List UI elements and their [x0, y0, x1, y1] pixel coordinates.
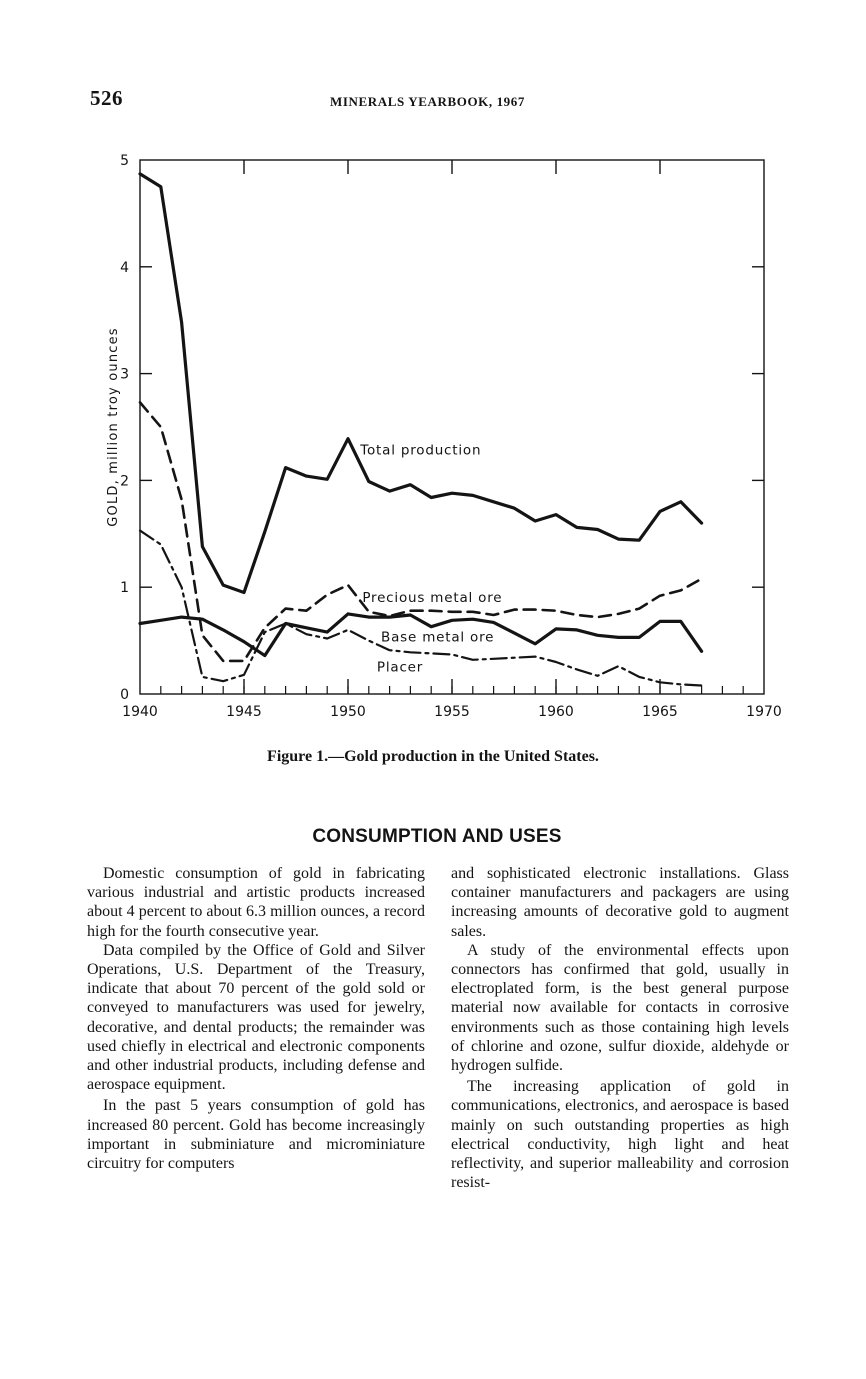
y-tick-label: 5 — [120, 153, 129, 169]
right-column — [451, 864, 789, 1192]
section-heading: CONSUMPTION AND USES — [312, 826, 562, 847]
y-tick-label: 0 — [120, 687, 129, 703]
x-tick-label: 1955 — [434, 704, 470, 720]
series-label-text: Placer — [376, 659, 424, 676]
y-tick-label: 4 — [120, 259, 129, 276]
series-label-text: Total production — [360, 442, 482, 459]
x-tick-label: 1945 — [226, 704, 262, 720]
paragraph: Domestic consumption of gold in fabricating various industrial and artistic products increased about 4 percent to about 6.3 million ounces, a record high for the fourth consecutive year. — [87, 865, 425, 940]
x-tick-label: 1965 — [642, 704, 678, 720]
paragraph: The increasing application of gold in communications, electronics, and aerospace is based mainly on such outstanding properties as high electrical conductivity, high light and heat reflectivity, and superior malleability and corrosion resist- — [451, 1078, 789, 1192]
series-label-precious-metal-ore — [362, 590, 502, 606]
running-head: MINERALS YEARBOOK, 1967 — [330, 94, 525, 109]
x-tick-label: 1970 — [746, 704, 782, 720]
y-tick-label: 1 — [120, 580, 129, 597]
x-tick-label: 1940 — [122, 704, 158, 720]
paragraph: Data compiled by the Office of Gold and Silver Operations, U.S. Department of the Treasury, indicate that about 70 percent of the gold sold or conveyed to manufacturers was used for jewelry, decorative, and dental products; the remainder was used chiefly in electrical and electronic components and other industrial products, including defense and aerospace equipment. — [87, 941, 425, 1094]
plot-frame — [140, 160, 764, 694]
y-tick-label: 2 — [120, 473, 129, 490]
page-number: 526 — [90, 86, 123, 110]
series-label-placer — [377, 659, 423, 675]
figure-caption: Figure 1.—Gold production in the United States. — [267, 748, 599, 765]
x-tick-label: 1950 — [330, 704, 366, 720]
paragraph: In the past 5 years consumption of gold has increased 80 percent. Gold has become increasingly important in subminiature and microminiature circuitry for computers — [87, 1097, 425, 1173]
y-axis-label: GOLD, million troy ounces — [106, 327, 121, 527]
series-label-base-metal-ore — [381, 629, 494, 645]
x-tick-label: 1960 — [538, 704, 574, 720]
series-line-total-production — [140, 174, 702, 593]
y-tick-label: 3 — [120, 366, 129, 383]
paragraph: and sophisticated electronic installations. Glass container manufacturers and packagers are using increasing amounts of decorative gold to augment sales. — [451, 865, 789, 940]
left-column — [87, 864, 425, 1173]
paragraph: A study of the environmental effects upon connectors has confirmed that gold, usually in electroplated form, is the best general purpose material now available for contacts in corrosive environments such as those containing high levels of chlorine and ozone, sulfur dioxide, aldehyde or hydrogen sulfide. — [451, 941, 789, 1075]
series-label-text: Precious metal ore — [362, 589, 503, 606]
series-label-total-production — [359, 442, 481, 458]
gold-production-chart — [95, 148, 795, 728]
series-label-text: Base metal ore — [381, 629, 495, 646]
